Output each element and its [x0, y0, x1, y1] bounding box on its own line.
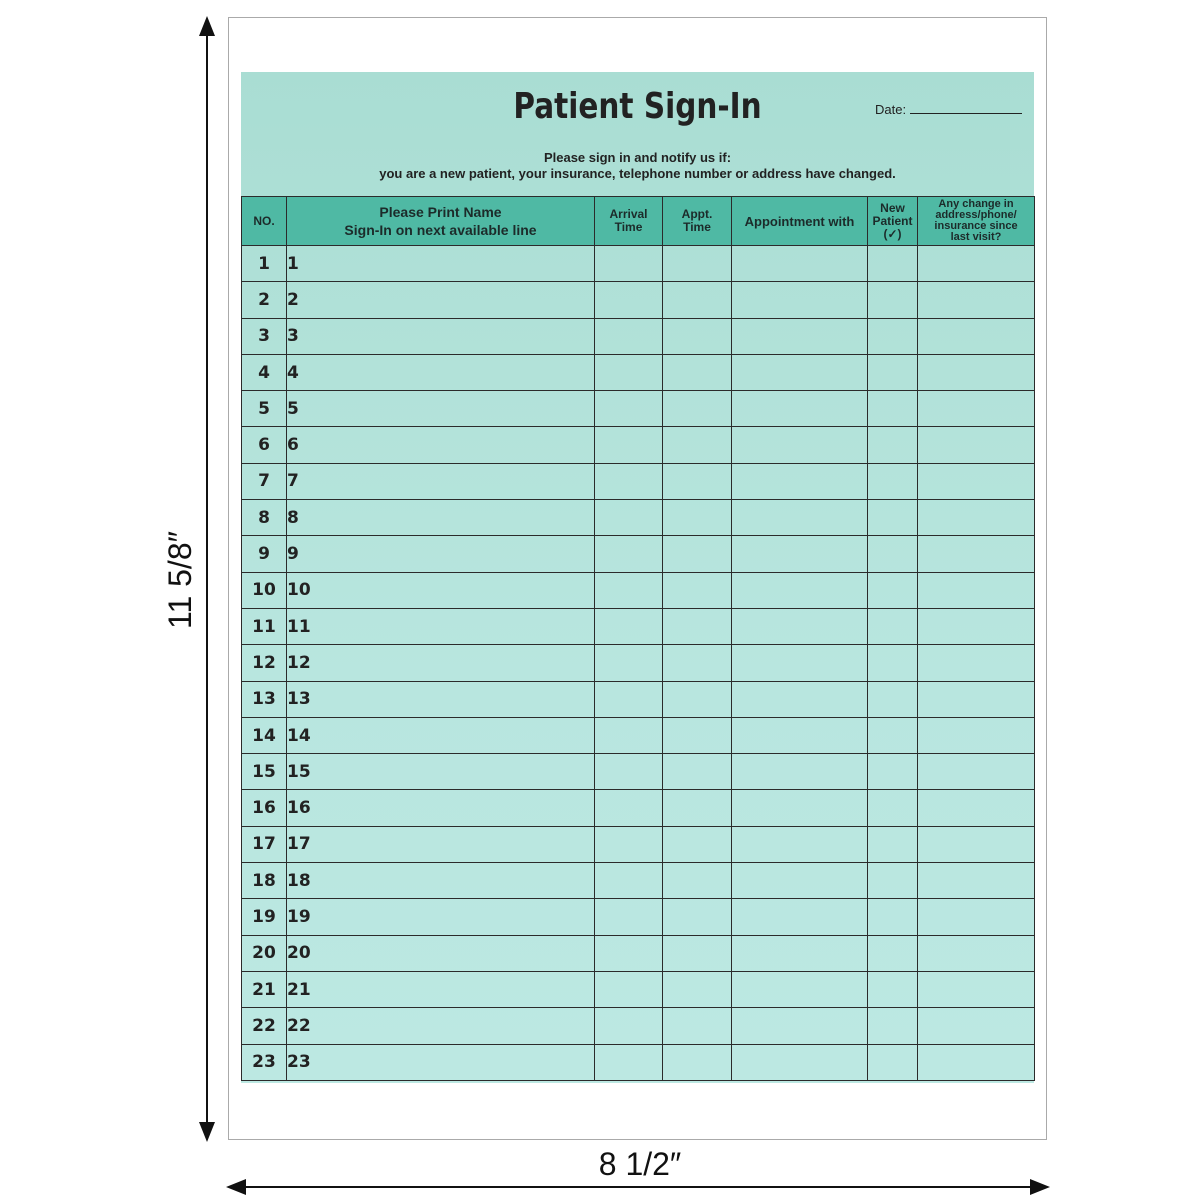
- change-cell[interactable]: [918, 536, 1035, 572]
- table-row: [242, 826, 1035, 862]
- col-change-line-3: insurance since: [934, 220, 1018, 232]
- appt-time-cell[interactable]: [663, 717, 732, 753]
- row-number: 3: [242, 318, 287, 354]
- appt-time-cell[interactable]: [663, 790, 732, 826]
- new-patient-cell[interactable]: [868, 1044, 918, 1080]
- row-number: 17: [242, 826, 287, 862]
- appt-time-cell[interactable]: [663, 282, 732, 318]
- appt-time-cell[interactable]: [663, 572, 732, 608]
- height-label: 11 5/8″: [162, 531, 198, 629]
- row-number: 4: [242, 354, 287, 390]
- name-cell[interactable]: 14: [287, 717, 595, 753]
- appt-time-cell[interactable]: [663, 754, 732, 790]
- row-number: 18: [242, 863, 287, 899]
- appointment-with-cell[interactable]: [732, 354, 868, 390]
- appointment-with-cell[interactable]: [732, 572, 868, 608]
- date-label: Date:: [875, 102, 907, 117]
- arrival-time-cell[interactable]: [595, 608, 663, 644]
- form-title: Patient Sign-In: [513, 86, 762, 127]
- arrival-time-cell[interactable]: [595, 427, 663, 463]
- change-cell[interactable]: [918, 1008, 1035, 1044]
- name-cell[interactable]: 12: [287, 645, 595, 681]
- arrival-time-cell[interactable]: [595, 500, 663, 536]
- height-dimension-line: [206, 24, 208, 1136]
- appt-time-cell[interactable]: [663, 1008, 732, 1044]
- row-number: 14: [242, 717, 287, 753]
- appt-time-cell[interactable]: [663, 391, 732, 427]
- new-patient-cell[interactable]: [868, 282, 918, 318]
- date-line[interactable]: [910, 103, 1022, 114]
- row-number: 10: [242, 572, 287, 608]
- instructions-line-1: Please sign in and notify us if:: [543, 150, 732, 165]
- arrival-time-cell[interactable]: [595, 971, 663, 1007]
- name-cell[interactable]: 23: [287, 1044, 595, 1080]
- name-cell[interactable]: 4: [287, 354, 595, 390]
- arrival-time-cell[interactable]: [595, 899, 663, 935]
- arrival-time-cell[interactable]: [595, 645, 663, 681]
- appt-time-cell[interactable]: [663, 863, 732, 899]
- new-patient-cell[interactable]: [868, 826, 918, 862]
- width-dimension-line: [236, 1186, 1040, 1188]
- row-number: 2: [242, 282, 287, 318]
- col-arrival-line-2: Time: [614, 220, 643, 234]
- name-cell[interactable]: 13: [287, 681, 595, 717]
- name-cell[interactable]: 10: [287, 572, 595, 608]
- col-new-patient-line-3: (✓): [883, 226, 902, 241]
- new-patient-cell[interactable]: [868, 463, 918, 499]
- arrival-time-cell[interactable]: [595, 790, 663, 826]
- appt-time-cell[interactable]: [663, 318, 732, 354]
- row-number: 22: [242, 1008, 287, 1044]
- appointment-with-cell[interactable]: [732, 645, 868, 681]
- new-patient-cell[interactable]: [868, 500, 918, 536]
- table-row: [242, 645, 1035, 681]
- arrival-time-cell[interactable]: [595, 863, 663, 899]
- table-row: [242, 608, 1035, 644]
- table-row: [242, 863, 1035, 899]
- name-cell[interactable]: 22: [287, 1008, 595, 1044]
- col-name-line-1: Please Print Name: [379, 204, 502, 220]
- new-patient-cell[interactable]: [868, 971, 918, 1007]
- sign-in-sheet: [241, 72, 1034, 1083]
- col-arrival-line-1: Arrival: [609, 207, 648, 221]
- new-patient-cell[interactable]: [868, 754, 918, 790]
- change-cell[interactable]: [918, 754, 1035, 790]
- appointment-with-cell[interactable]: [732, 971, 868, 1007]
- name-cell[interactable]: 20: [287, 935, 595, 971]
- arrow-down-icon: [199, 1122, 215, 1142]
- change-cell[interactable]: [918, 790, 1035, 826]
- col-new-patient: [868, 197, 918, 246]
- name-cell[interactable]: 19: [287, 899, 595, 935]
- new-patient-cell[interactable]: [868, 790, 918, 826]
- row-number: 11: [242, 608, 287, 644]
- appt-time-cell[interactable]: [663, 246, 732, 282]
- appt-time-cell[interactable]: [663, 1044, 732, 1080]
- name-cell[interactable]: 7: [287, 463, 595, 499]
- change-cell[interactable]: [918, 826, 1035, 862]
- change-cell[interactable]: [918, 899, 1035, 935]
- instructions: [241, 150, 1034, 182]
- arrival-time-cell[interactable]: [595, 826, 663, 862]
- change-cell[interactable]: [918, 246, 1035, 282]
- table-row: [242, 463, 1035, 499]
- appointment-with-cell[interactable]: [732, 863, 868, 899]
- arrival-time-cell[interactable]: [595, 1008, 663, 1044]
- name-cell[interactable]: 1: [287, 246, 595, 282]
- new-patient-cell[interactable]: [868, 572, 918, 608]
- arrival-time-cell[interactable]: [595, 536, 663, 572]
- new-patient-cell[interactable]: [868, 1008, 918, 1044]
- arrival-time-cell[interactable]: [595, 754, 663, 790]
- table-row: [242, 282, 1035, 318]
- col-appointment-with: Appointment with: [732, 197, 868, 246]
- row-number: 7: [242, 463, 287, 499]
- row-number: 20: [242, 935, 287, 971]
- arrival-time-cell[interactable]: [595, 717, 663, 753]
- table-row: [242, 790, 1035, 826]
- appt-time-cell[interactable]: [663, 681, 732, 717]
- appt-time-cell[interactable]: [663, 500, 732, 536]
- change-cell[interactable]: [918, 500, 1035, 536]
- col-change-line-2: address/phone/: [935, 209, 1017, 221]
- arrival-time-cell[interactable]: [595, 282, 663, 318]
- change-cell[interactable]: [918, 608, 1035, 644]
- appt-time-cell[interactable]: [663, 971, 732, 1007]
- col-change-line-4: last visit?: [950, 231, 1002, 243]
- change-cell[interactable]: [918, 971, 1035, 1007]
- new-patient-cell[interactable]: [868, 608, 918, 644]
- change-cell[interactable]: [918, 391, 1035, 427]
- appointment-with-cell[interactable]: [732, 608, 868, 644]
- appointment-with-cell[interactable]: [732, 790, 868, 826]
- name-cell[interactable]: 9: [287, 536, 595, 572]
- row-number: 5: [242, 391, 287, 427]
- arrival-time-cell[interactable]: [595, 1044, 663, 1080]
- appointment-with-cell[interactable]: [732, 1044, 868, 1080]
- new-patient-cell[interactable]: [868, 391, 918, 427]
- col-name: [287, 197, 595, 246]
- sign-in-table: [241, 196, 1035, 1081]
- header-row: [242, 197, 1035, 246]
- appointment-with-cell[interactable]: [732, 500, 868, 536]
- arrival-time-cell[interactable]: [595, 572, 663, 608]
- row-number: 16: [242, 790, 287, 826]
- table-row: [242, 318, 1035, 354]
- arrival-time-cell[interactable]: [595, 391, 663, 427]
- col-change-line-1: Any change in: [938, 198, 1014, 210]
- appointment-with-cell[interactable]: [732, 717, 868, 753]
- table-row: [242, 1008, 1035, 1044]
- change-cell[interactable]: [918, 1044, 1035, 1080]
- table-row: [242, 572, 1035, 608]
- arrow-up-icon: [199, 16, 215, 36]
- arrival-time-cell[interactable]: [595, 935, 663, 971]
- new-patient-cell[interactable]: [868, 536, 918, 572]
- table-row: [242, 536, 1035, 572]
- arrival-time-cell[interactable]: [595, 463, 663, 499]
- change-cell[interactable]: [918, 935, 1035, 971]
- date-field[interactable]: [875, 102, 1022, 117]
- new-patient-cell[interactable]: [868, 427, 918, 463]
- name-cell[interactable]: 17: [287, 826, 595, 862]
- row-number: 19: [242, 899, 287, 935]
- col-name-line-2: Sign-In on next available line: [344, 222, 537, 238]
- row-number: 12: [242, 645, 287, 681]
- col-arrival: [595, 197, 663, 246]
- appt-time-cell[interactable]: [663, 354, 732, 390]
- appointment-with-cell[interactable]: [732, 246, 868, 282]
- change-cell[interactable]: [918, 717, 1035, 753]
- new-patient-cell[interactable]: [868, 899, 918, 935]
- appointment-with-cell[interactable]: [732, 318, 868, 354]
- change-cell[interactable]: [918, 463, 1035, 499]
- new-patient-cell[interactable]: [868, 717, 918, 753]
- appt-time-cell[interactable]: [663, 608, 732, 644]
- change-cell[interactable]: [918, 645, 1035, 681]
- width-label: 8 1/2″: [598, 1146, 682, 1182]
- change-cell[interactable]: [918, 282, 1035, 318]
- col-appt-line-1: Appt.: [681, 207, 713, 221]
- appointment-with-cell[interactable]: [732, 826, 868, 862]
- appt-time-cell[interactable]: [663, 536, 732, 572]
- name-cell[interactable]: 3: [287, 318, 595, 354]
- appointment-with-cell[interactable]: [732, 754, 868, 790]
- name-cell[interactable]: 6: [287, 427, 595, 463]
- new-patient-cell[interactable]: [868, 318, 918, 354]
- appointment-with-cell[interactable]: [732, 463, 868, 499]
- name-cell[interactable]: 5: [287, 391, 595, 427]
- appointment-with-cell[interactable]: [732, 935, 868, 971]
- appt-time-cell[interactable]: [663, 427, 732, 463]
- col-appt: [663, 197, 732, 246]
- new-patient-cell[interactable]: [868, 645, 918, 681]
- table-row: [242, 500, 1035, 536]
- col-new-patient-line-1: New: [880, 200, 905, 215]
- name-cell[interactable]: 8: [287, 500, 595, 536]
- appointment-with-cell[interactable]: [732, 536, 868, 572]
- arrow-left-icon: [226, 1179, 246, 1195]
- arrow-right-icon: [1030, 1179, 1050, 1195]
- row-number: 13: [242, 681, 287, 717]
- change-cell[interactable]: [918, 427, 1035, 463]
- name-cell[interactable]: 2: [287, 282, 595, 318]
- row-number: 23: [242, 1044, 287, 1080]
- table-row: [242, 354, 1035, 390]
- row-number: 9: [242, 536, 287, 572]
- change-cell[interactable]: [918, 863, 1035, 899]
- row-number: 8: [242, 500, 287, 536]
- appointment-with-cell[interactable]: [732, 1008, 868, 1044]
- arrival-time-cell[interactable]: [595, 354, 663, 390]
- new-patient-cell[interactable]: [868, 354, 918, 390]
- name-cell[interactable]: 11: [287, 608, 595, 644]
- arrival-time-cell[interactable]: [595, 681, 663, 717]
- name-cell[interactable]: 21: [287, 971, 595, 1007]
- table-row: [242, 1044, 1035, 1080]
- new-patient-cell[interactable]: [868, 246, 918, 282]
- table-row: [242, 246, 1035, 282]
- appointment-with-cell[interactable]: [732, 391, 868, 427]
- table-row: [242, 935, 1035, 971]
- appt-time-cell[interactable]: [663, 645, 732, 681]
- change-cell[interactable]: [918, 681, 1035, 717]
- appointment-with-cell[interactable]: [732, 282, 868, 318]
- col-no: NO.: [242, 197, 287, 246]
- appt-time-cell[interactable]: [663, 826, 732, 862]
- change-cell[interactable]: [918, 572, 1035, 608]
- table-row: [242, 717, 1035, 753]
- appt-time-cell[interactable]: [663, 463, 732, 499]
- name-cell[interactable]: 18: [287, 863, 595, 899]
- appointment-with-cell[interactable]: [732, 427, 868, 463]
- new-patient-cell[interactable]: [868, 935, 918, 971]
- new-patient-cell[interactable]: [868, 863, 918, 899]
- table-row: [242, 391, 1035, 427]
- arrival-time-cell[interactable]: [595, 246, 663, 282]
- row-number: 1: [242, 246, 287, 282]
- table-row: [242, 427, 1035, 463]
- col-appt-line-2: Time: [683, 220, 711, 234]
- appt-time-cell[interactable]: [663, 899, 732, 935]
- appt-time-cell[interactable]: [663, 935, 732, 971]
- table-row: [242, 971, 1035, 1007]
- col-new-patient-line-2: Patient: [872, 213, 913, 228]
- new-patient-cell[interactable]: [868, 681, 918, 717]
- row-number: 15: [242, 754, 287, 790]
- change-cell[interactable]: [918, 318, 1035, 354]
- appointment-with-cell[interactable]: [732, 681, 868, 717]
- name-cell[interactable]: 15: [287, 754, 595, 790]
- name-cell[interactable]: 16: [287, 790, 595, 826]
- table-row: [242, 754, 1035, 790]
- change-cell[interactable]: [918, 354, 1035, 390]
- row-number: 6: [242, 427, 287, 463]
- col-change: [918, 197, 1035, 246]
- instructions-line-2: you are a new patient, your insurance, telephone number or address have changed.: [379, 166, 896, 181]
- row-number: 21: [242, 971, 287, 1007]
- table-row: [242, 899, 1035, 935]
- table-row: [242, 681, 1035, 717]
- arrival-time-cell[interactable]: [595, 318, 663, 354]
- appointment-with-cell[interactable]: [732, 899, 868, 935]
